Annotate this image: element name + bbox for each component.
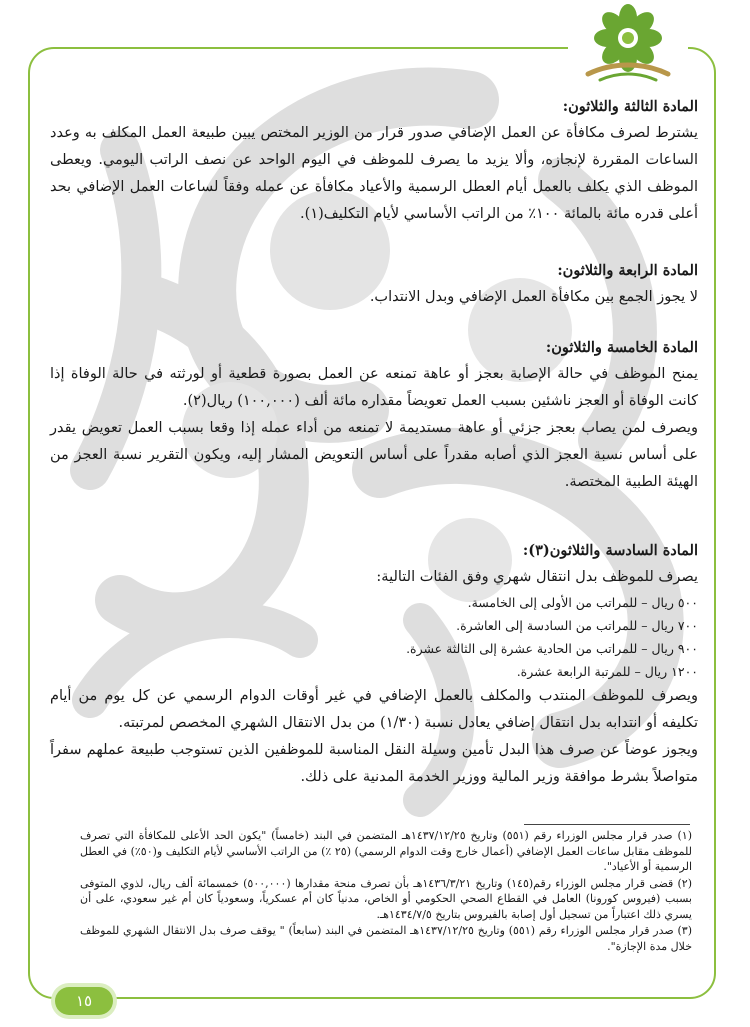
- article-33: [50, 94, 698, 228]
- article-heading: المادة السادسة والثلاثون(٣):: [522, 542, 698, 559]
- article-paragraph: ويجوز عوضاً عن صرف هذا البدل تأمين وسيلة النقل المناسبة للموظفين الذين تستوجب طبيعة عملهم سفراً متواصلاً بشرط موافقة وزير المالية ووزير الخدمة المدنية على ذلك.: [50, 742, 698, 785]
- article-heading: المادة الثالثة والثلاثون:: [562, 98, 698, 115]
- article-intro: يصرف للموظف بدل انتقال شهري وفق الفئات التالية:: [376, 569, 698, 585]
- footnotes: [80, 828, 692, 955]
- article-heading: المادة الرابعة والثلاثون:: [557, 262, 698, 279]
- footnote-divider: [524, 824, 690, 825]
- article-heading: المادة الخامسة والثلاثون:: [545, 339, 698, 356]
- list-item: ١٢٠٠ ريال – للمرتبة الرابعة عشرة.: [516, 664, 698, 679]
- footnote: (١) صدر قرار مجلس الوزراء رقم (٥٥١) وتاريخ ١٤٣٧/١٢/٢٥هـ المتضمن في البند (خامساً) "يكون الحد الأعلى للمكافأة التي تصرف للموظف مقابل ساعات العمل الإضافي (أعمال خارج وقت الدوام الرسمي) (٢٥ ٪) من الراتب الأساسي لأيام التكليف و(٥٠٪) في العطل الرسمية أو الأعياد".: [80, 829, 693, 873]
- page-number: ١٥: [55, 987, 113, 1015]
- article-paragraph: ويصرف لمن يصاب بعجز جزئي أو عاهة مستديمة لا تمنعه من أداء عمله إذا وقعا بسبب العمل تعويض يقدر على أساس نسبة العجز الذي أصابه مقدراً على أساس التعويض المشار إليه، ويكون التقرير نسبة العجز من الهيئة الطبية المختصة.: [50, 420, 698, 490]
- emblem-logo: [568, 4, 688, 82]
- footnote: (٣) صدر قرار مجلس الوزراء رقم (٥٥١) وتاريخ ١٤٣٧/١٢/٢٥هـ المتضمن في البند (سابعاً) " يوقف صرف بدل الانتقال الشهري للموظف خلال مدة الإجازة".: [80, 924, 692, 953]
- article-36: [50, 538, 698, 791]
- article-34: [50, 258, 698, 311]
- main-content: [50, 94, 698, 791]
- allowance-list: [50, 591, 698, 683]
- article-35: [50, 335, 698, 496]
- list-item: ٥٠٠ ريال – للمراتب من الأولى إلى الخامسة.: [467, 595, 698, 610]
- list-item: ٩٠٠ ريال – للمراتب من الحادية عشرة إلى الثالثة عشرة.: [406, 641, 698, 656]
- article-paragraph: يشترط لصرف مكافأة عن العمل الإضافي صدور قرار من الوزير المختص يبين طبيعة العمل المكلف به وعدد الساعات المقررة لإنجازه، وألا يزيد ما يصرف للموظف في اليوم الواحد عن نصف الراتب اليومي. ويعطى الموظف الذي يكلف بالعمل أيام العطل الرسمية والأعياد مكافأة عن عمله وفقاً لساعات العمل الإضافي بحد أعلى قدره مائة بالمائة ١٠٠٪ من الراتب الأساسي لأيام التكليف(١).: [50, 125, 698, 222]
- article-paragraph: ويصرف للموظف المنتدب والمكلف بالعمل الإضافي في غير أوقات الدوام الرسمي عن كل يوم من أيام تكليفه أو انتدابه بدل انتقال إضافي يعادل نسبة (١/٣٠) من بدل الانتقال الشهري المخصص لمرتبته.: [50, 688, 698, 731]
- footnote: (٢) قضى قرار مجلس الوزراء رقم(١٤٥) وتاريخ ١٤٣٦/٣/٢١هـ بأن تصرف منحة مقدارها (٥٠٠,٠٠٠) خمسمائة ألف ريال، لذوي المتوفى بسبب (فيروس كورونا) العامل في القطاع الصحي الحكومي أو الخاص، مدنياً كان أم عسكرياً، وسعودياً كان أم غير سعودي، على أن يسري ذلك اعتباراً من تسجيل أول إصابة بالفيروس بتاريخ ١٤٣٤/٧/٥هـ.: [80, 876, 692, 921]
- palm-emblem-icon: [568, 4, 688, 82]
- article-paragraph: يمنح الموظف في حالة الإصابة بعجز أو عاهة تمنعه عن العمل بصورة قطعية أو لورثته في حالة الوفاة إذا كانت الوفاة أو العجز ناشئين بسبب العمل تعويضاً مقداره مائة ألف (١٠٠,٠٠٠) ريال(٢).: [50, 366, 698, 409]
- article-paragraph: لا يجوز الجمع بين مكافأة العمل الإضافي وبدل الانتداب.: [369, 289, 698, 305]
- list-item: ٧٠٠ ريال – للمراتب من السادسة إلى العاشرة.: [456, 618, 698, 633]
